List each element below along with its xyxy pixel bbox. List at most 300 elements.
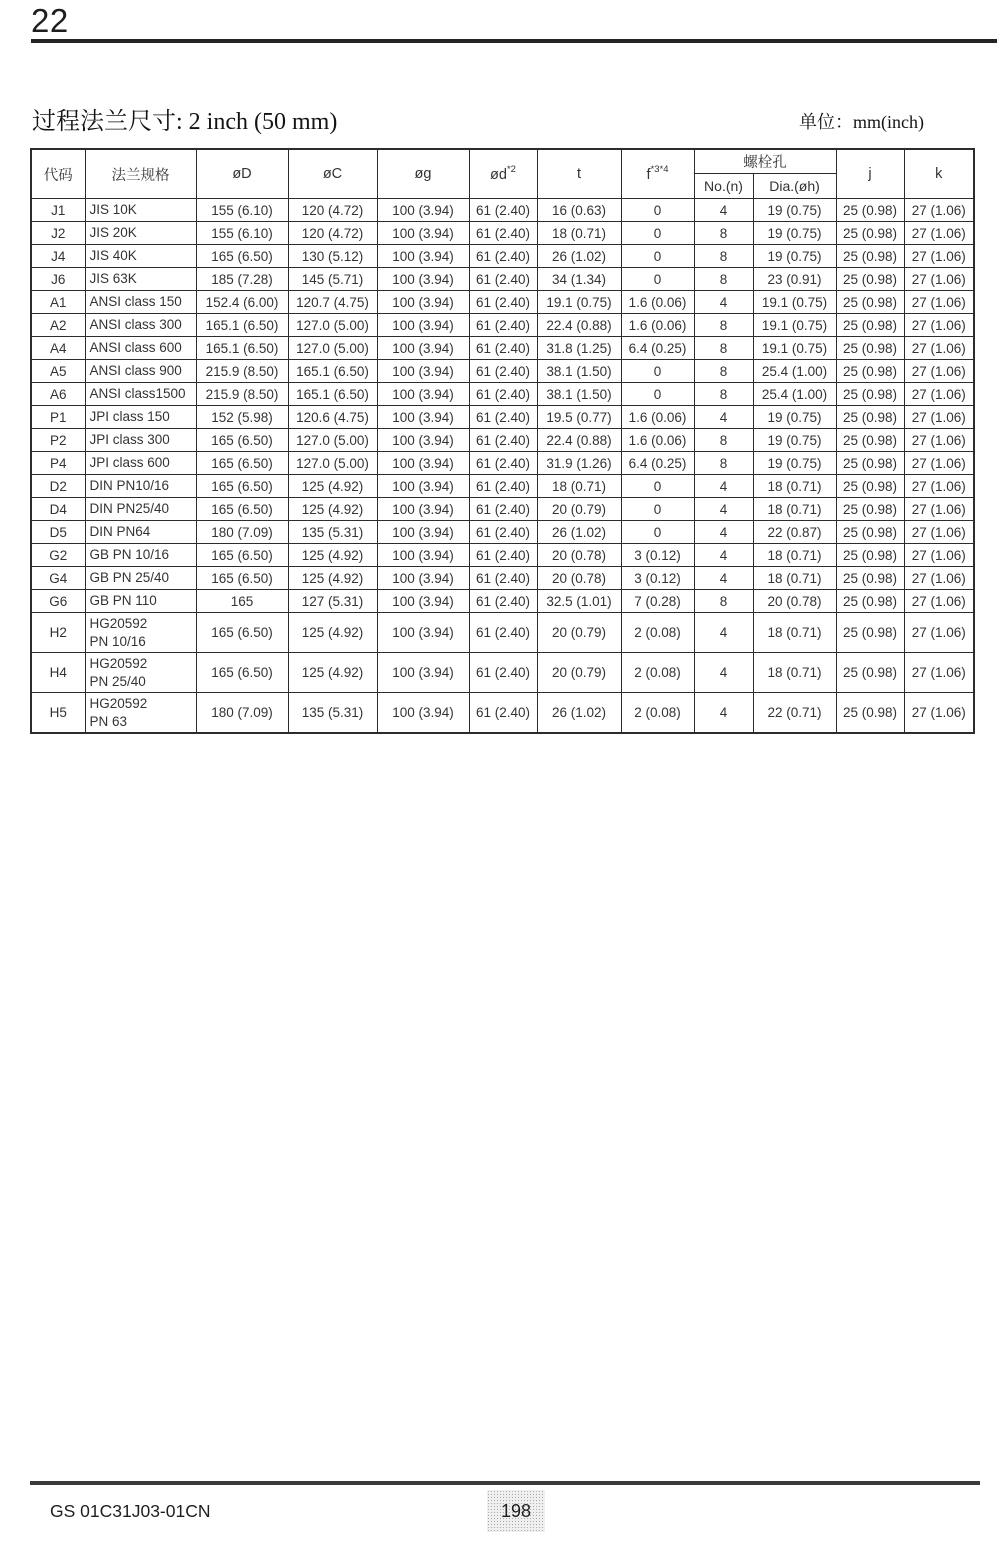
cell-oc: 120 (4.72) (288, 222, 377, 245)
cell-oc: 127.0 (5.00) (288, 452, 377, 475)
cell-bolt-dia: 19.1 (0.75) (753, 291, 836, 314)
cell-bolt-count: 8 (694, 429, 753, 452)
cell-spec (85, 452, 196, 475)
page-number-badge: 198 (487, 1490, 545, 1532)
f-base: f (646, 166, 651, 183)
cell-spec (85, 693, 196, 734)
cell-spec (85, 429, 196, 452)
cell-t: 19.5 (0.77) (537, 406, 621, 429)
cell-k: 27 (1.06) (904, 521, 974, 544)
cell-f: 1.6 (0.06) (621, 291, 694, 314)
col-header-bolt-count: No.(n) (694, 174, 753, 199)
cell-od: 165 (6.50) (196, 452, 288, 475)
cell-j: 25 (0.98) (836, 268, 904, 291)
cell-od2: 61 (2.40) (469, 567, 537, 590)
col-header-od2 (469, 149, 537, 199)
spec-line-1: JPI class 600 (89, 455, 170, 471)
col-header-f (621, 149, 694, 199)
cell-j: 25 (0.98) (836, 245, 904, 268)
cell-bolt-dia: 25.4 (1.00) (753, 360, 836, 383)
cell-bolt-count: 8 (694, 360, 753, 383)
cell-spec (85, 590, 196, 613)
cell-od: 165.1 (6.50) (196, 314, 288, 337)
table-row (31, 475, 974, 498)
cell-code: P2 (31, 429, 85, 452)
cell-oc: 165.1 (6.50) (288, 383, 377, 406)
cell-k: 27 (1.06) (904, 268, 974, 291)
spec-line-1: JPI class 300 (89, 432, 170, 448)
cell-bolt-dia: 19 (0.75) (753, 245, 836, 268)
cell-k: 27 (1.06) (904, 222, 974, 245)
table-row (31, 383, 974, 406)
cell-bolt-dia: 25.4 (1.00) (753, 383, 836, 406)
cell-code: D4 (31, 498, 85, 521)
cell-t: 34 (1.34) (537, 268, 621, 291)
cell-bolt-dia: 22 (0.71) (753, 693, 836, 734)
cell-f: 3 (0.12) (621, 544, 694, 567)
cell-oc: 125 (4.92) (288, 498, 377, 521)
cell-og: 100 (3.94) (377, 222, 469, 245)
cell-oc: 165.1 (6.50) (288, 360, 377, 383)
chapter-rule (31, 39, 997, 43)
col-header-od: øD (196, 149, 288, 199)
cell-spec (85, 613, 196, 653)
cell-bolt-count: 4 (694, 475, 753, 498)
cell-t: 19.1 (0.75) (537, 291, 621, 314)
cell-og: 100 (3.94) (377, 245, 469, 268)
cell-bolt-dia: 23 (0.91) (753, 268, 836, 291)
col-header-bolt-dia: Dia.(øh) (753, 174, 836, 199)
cell-og: 100 (3.94) (377, 337, 469, 360)
cell-oc: 125 (4.92) (288, 653, 377, 693)
cell-od: 165.1 (6.50) (196, 337, 288, 360)
cell-k: 27 (1.06) (904, 544, 974, 567)
cell-f: 0 (621, 199, 694, 222)
spec-line-1: GB PN 110 (89, 593, 157, 609)
cell-od: 165 (6.50) (196, 613, 288, 653)
cell-k: 27 (1.06) (904, 567, 974, 590)
cell-bolt-count: 8 (694, 337, 753, 360)
cell-spec (85, 199, 196, 222)
cell-t: 20 (0.79) (537, 653, 621, 693)
cell-bolt-dia: 18 (0.71) (753, 613, 836, 653)
cell-bolt-count: 4 (694, 199, 753, 222)
cell-code: A4 (31, 337, 85, 360)
cell-bolt-dia: 19 (0.75) (753, 452, 836, 475)
cell-oc: 120.7 (4.75) (288, 291, 377, 314)
cell-j: 25 (0.98) (836, 567, 904, 590)
cell-od2: 61 (2.40) (469, 475, 537, 498)
cell-oc: 130 (5.12) (288, 245, 377, 268)
cell-od: 165 (6.50) (196, 653, 288, 693)
cell-spec (85, 360, 196, 383)
cell-od2: 61 (2.40) (469, 429, 537, 452)
table-row (31, 360, 974, 383)
cell-spec (85, 653, 196, 693)
cell-k: 27 (1.06) (904, 653, 974, 693)
cell-bolt-count: 4 (694, 544, 753, 567)
cell-spec (85, 498, 196, 521)
cell-od: 185 (7.28) (196, 268, 288, 291)
cell-f: 2 (0.08) (621, 693, 694, 734)
spec-line-2: PN 63 (89, 713, 128, 729)
cell-spec (85, 268, 196, 291)
cell-k: 27 (1.06) (904, 613, 974, 653)
cell-og: 100 (3.94) (377, 199, 469, 222)
cell-od2: 61 (2.40) (469, 222, 537, 245)
cell-f: 0 (621, 222, 694, 245)
table-row (31, 544, 974, 567)
cell-og: 100 (3.94) (377, 544, 469, 567)
cell-t: 32.5 (1.01) (537, 590, 621, 613)
table-row (31, 653, 974, 693)
cell-k: 27 (1.06) (904, 199, 974, 222)
cell-bolt-dia: 22 (0.87) (753, 521, 836, 544)
cell-j: 25 (0.98) (836, 383, 904, 406)
cell-bolt-dia: 19 (0.75) (753, 406, 836, 429)
cell-bolt-count: 4 (694, 291, 753, 314)
cell-od: 215.9 (8.50) (196, 383, 288, 406)
cell-od: 165 (6.50) (196, 245, 288, 268)
cell-j: 25 (0.98) (836, 521, 904, 544)
cell-j: 25 (0.98) (836, 613, 904, 653)
table-row (31, 222, 974, 245)
cell-f: 0 (621, 383, 694, 406)
cell-od: 215.9 (8.50) (196, 360, 288, 383)
cell-oc: 125 (4.92) (288, 475, 377, 498)
table-row (31, 199, 974, 222)
cell-od: 165 (6.50) (196, 544, 288, 567)
table-row (31, 567, 974, 590)
cell-od: 165 (6.50) (196, 475, 288, 498)
cell-od: 155 (6.10) (196, 199, 288, 222)
flange-table-body (31, 199, 974, 734)
cell-oc: 145 (5.71) (288, 268, 377, 291)
cell-code: P4 (31, 452, 85, 475)
table-row (31, 406, 974, 429)
cell-bolt-dia: 19 (0.75) (753, 199, 836, 222)
cell-t: 31.8 (1.25) (537, 337, 621, 360)
cell-t: 26 (1.02) (537, 693, 621, 734)
cell-oc: 120.6 (4.75) (288, 406, 377, 429)
cell-t: 20 (0.79) (537, 613, 621, 653)
cell-od2: 61 (2.40) (469, 291, 537, 314)
cell-j: 25 (0.98) (836, 693, 904, 734)
cell-t: 31.9 (1.26) (537, 452, 621, 475)
cell-od: 180 (7.09) (196, 521, 288, 544)
cell-code: A5 (31, 360, 85, 383)
table-row (31, 613, 974, 653)
cell-spec (85, 245, 196, 268)
table-row (31, 337, 974, 360)
cell-code: A1 (31, 291, 85, 314)
cell-f: 6.4 (0.25) (621, 452, 694, 475)
cell-f: 2 (0.08) (621, 653, 694, 693)
cell-od2: 61 (2.40) (469, 383, 537, 406)
cell-od: 165 (6.50) (196, 567, 288, 590)
cell-j: 25 (0.98) (836, 653, 904, 693)
cell-f: 0 (621, 475, 694, 498)
cell-f: 0 (621, 268, 694, 291)
cell-k: 27 (1.06) (904, 291, 974, 314)
f-superscript: *3*4 (650, 164, 669, 176)
cell-og: 100 (3.94) (377, 653, 469, 693)
cell-od: 152.4 (6.00) (196, 291, 288, 314)
spec-line-1: ANSI class 300 (89, 317, 182, 333)
table-row (31, 268, 974, 291)
cell-bolt-dia: 19 (0.75) (753, 222, 836, 245)
cell-spec (85, 291, 196, 314)
cell-bolt-count: 4 (694, 406, 753, 429)
cell-k: 27 (1.06) (904, 498, 974, 521)
od2-superscript: *2 (506, 164, 516, 176)
spec-line-1: JIS 20K (89, 225, 137, 241)
cell-bolt-dia: 19 (0.75) (753, 429, 836, 452)
cell-t: 18 (0.71) (537, 222, 621, 245)
cell-k: 27 (1.06) (904, 360, 974, 383)
cell-f: 3 (0.12) (621, 567, 694, 590)
cell-code: G2 (31, 544, 85, 567)
cell-bolt-count: 4 (694, 521, 753, 544)
cell-spec (85, 475, 196, 498)
cell-code: A2 (31, 314, 85, 337)
cell-code: A6 (31, 383, 85, 406)
cell-t: 22.4 (0.88) (537, 314, 621, 337)
cell-bolt-count: 4 (694, 567, 753, 590)
footer-rule (30, 1481, 980, 1485)
cell-bolt-dia: 18 (0.71) (753, 653, 836, 693)
cell-oc: 127.0 (5.00) (288, 314, 377, 337)
cell-f: 1.6 (0.06) (621, 406, 694, 429)
cell-k: 27 (1.06) (904, 693, 974, 734)
cell-bolt-count: 8 (694, 268, 753, 291)
unit-label: 单位：mm(inch) (799, 112, 924, 132)
col-header-oc: øC (288, 149, 377, 199)
table-row (31, 429, 974, 452)
cell-spec (85, 337, 196, 360)
cell-bolt-count: 4 (694, 653, 753, 693)
cell-bolt-count: 8 (694, 314, 753, 337)
cell-k: 27 (1.06) (904, 452, 974, 475)
cell-k: 27 (1.06) (904, 475, 974, 498)
cell-code: H5 (31, 693, 85, 734)
cell-og: 100 (3.94) (377, 406, 469, 429)
cell-og: 100 (3.94) (377, 429, 469, 452)
cell-t: 16 (0.63) (537, 199, 621, 222)
cell-j: 25 (0.98) (836, 314, 904, 337)
cell-j: 25 (0.98) (836, 590, 904, 613)
cell-od: 165 (196, 590, 288, 613)
cell-od2: 61 (2.40) (469, 613, 537, 653)
spec-line-1: HG20592 (89, 695, 148, 711)
cell-od2: 61 (2.40) (469, 653, 537, 693)
cell-t: 18 (0.71) (537, 475, 621, 498)
cell-j: 25 (0.98) (836, 498, 904, 521)
cell-bolt-dia: 18 (0.71) (753, 567, 836, 590)
cell-spec (85, 314, 196, 337)
cell-oc: 127.0 (5.00) (288, 429, 377, 452)
cell-oc: 120 (4.72) (288, 199, 377, 222)
cell-t: 38.1 (1.50) (537, 360, 621, 383)
cell-spec (85, 383, 196, 406)
cell-spec (85, 406, 196, 429)
cell-j: 25 (0.98) (836, 337, 904, 360)
col-header-t: t (537, 149, 621, 199)
table-row (31, 498, 974, 521)
cell-code: J6 (31, 268, 85, 291)
cell-k: 27 (1.06) (904, 590, 974, 613)
cell-od2: 61 (2.40) (469, 245, 537, 268)
cell-od2: 61 (2.40) (469, 521, 537, 544)
cell-od: 165 (6.50) (196, 498, 288, 521)
table-row (31, 693, 974, 734)
cell-j: 25 (0.98) (836, 199, 904, 222)
cell-k: 27 (1.06) (904, 383, 974, 406)
cell-og: 100 (3.94) (377, 383, 469, 406)
cell-f: 0 (621, 245, 694, 268)
col-header-j: j (836, 149, 904, 199)
cell-bolt-count: 8 (694, 452, 753, 475)
cell-code: J4 (31, 245, 85, 268)
cell-og: 100 (3.94) (377, 567, 469, 590)
cell-od: 180 (7.09) (196, 693, 288, 734)
cell-od2: 61 (2.40) (469, 498, 537, 521)
od2-base: ød (490, 166, 507, 183)
cell-od2: 61 (2.40) (469, 360, 537, 383)
table-row (31, 291, 974, 314)
cell-j: 25 (0.98) (836, 406, 904, 429)
cell-f: 0 (621, 498, 694, 521)
cell-od2: 61 (2.40) (469, 693, 537, 734)
document-code: GS 01C31J03-01CN (50, 1501, 211, 1521)
cell-od2: 61 (2.40) (469, 406, 537, 429)
cell-k: 27 (1.06) (904, 429, 974, 452)
spec-line-1: DIN PN10/16 (89, 478, 170, 494)
cell-oc: 127 (5.31) (288, 590, 377, 613)
cell-spec (85, 544, 196, 567)
cell-og: 100 (3.94) (377, 291, 469, 314)
cell-f: 1.6 (0.06) (621, 314, 694, 337)
cell-od2: 61 (2.40) (469, 314, 537, 337)
cell-code: D5 (31, 521, 85, 544)
cell-bolt-dia: 18 (0.71) (753, 498, 836, 521)
cell-code: H2 (31, 613, 85, 653)
cell-od: 155 (6.10) (196, 222, 288, 245)
cell-t: 26 (1.02) (537, 521, 621, 544)
cell-og: 100 (3.94) (377, 590, 469, 613)
cell-og: 100 (3.94) (377, 268, 469, 291)
cell-od2: 61 (2.40) (469, 337, 537, 360)
cell-f: 6.4 (0.25) (621, 337, 694, 360)
spec-line-1: JPI class 150 (89, 409, 170, 425)
chapter-number: 22 (31, 2, 69, 39)
flange-dimensions-table (30, 148, 975, 734)
cell-od: 165 (6.50) (196, 429, 288, 452)
spec-line-1: JIS 10K (89, 202, 137, 218)
cell-bolt-count: 8 (694, 245, 753, 268)
cell-code: H4 (31, 653, 85, 693)
spec-line-1: ANSI class 600 (89, 340, 182, 356)
cell-f: 7 (0.28) (621, 590, 694, 613)
cell-j: 25 (0.98) (836, 291, 904, 314)
cell-k: 27 (1.06) (904, 337, 974, 360)
cell-f: 0 (621, 360, 694, 383)
cell-spec (85, 521, 196, 544)
col-header-bolt-holes: 螺栓孔 (694, 149, 836, 174)
cell-og: 100 (3.94) (377, 498, 469, 521)
cell-j: 25 (0.98) (836, 222, 904, 245)
table-row (31, 590, 974, 613)
cell-t: 26 (1.02) (537, 245, 621, 268)
cell-bolt-count: 8 (694, 383, 753, 406)
cell-bolt-dia: 19.1 (0.75) (753, 337, 836, 360)
cell-t: 38.1 (1.50) (537, 383, 621, 406)
table-row (31, 245, 974, 268)
cell-og: 100 (3.94) (377, 360, 469, 383)
col-header-og: øg (377, 149, 469, 199)
spec-line-1: ANSI class1500 (89, 386, 186, 402)
cell-k: 27 (1.06) (904, 314, 974, 337)
cell-od: 152 (5.98) (196, 406, 288, 429)
cell-bolt-dia: 19.1 (0.75) (753, 314, 836, 337)
spec-line-1: HG20592 (89, 655, 148, 671)
cell-oc: 125 (4.92) (288, 567, 377, 590)
cell-code: P1 (31, 406, 85, 429)
spec-line-1: DIN PN25/40 (89, 501, 170, 517)
cell-spec (85, 222, 196, 245)
spec-line-1: ANSI class 900 (89, 363, 182, 379)
cell-k: 27 (1.06) (904, 245, 974, 268)
spec-line-2: PN 25/40 (89, 673, 146, 689)
cell-bolt-dia: 20 (0.78) (753, 590, 836, 613)
spec-line-1: HG20592 (89, 615, 148, 631)
cell-bolt-count: 4 (694, 613, 753, 653)
spec-line-1: GB PN 25/40 (89, 570, 170, 586)
cell-bolt-dia: 18 (0.71) (753, 544, 836, 567)
cell-od2: 61 (2.40) (469, 268, 537, 291)
spec-line-2: PN 10/16 (89, 633, 146, 649)
cell-oc: 125 (4.92) (288, 613, 377, 653)
cell-og: 100 (3.94) (377, 693, 469, 734)
cell-bolt-count: 4 (694, 693, 753, 734)
cell-oc: 135 (5.31) (288, 693, 377, 734)
spec-line-1: JIS 40K (89, 248, 137, 264)
cell-spec (85, 567, 196, 590)
cell-j: 25 (0.98) (836, 475, 904, 498)
cell-code: G6 (31, 590, 85, 613)
cell-j: 25 (0.98) (836, 429, 904, 452)
spec-line-1: JIS 63K (89, 271, 137, 287)
cell-oc: 135 (5.31) (288, 521, 377, 544)
cell-f: 1.6 (0.06) (621, 429, 694, 452)
col-header-k: k (904, 149, 974, 199)
cell-oc: 127.0 (5.00) (288, 337, 377, 360)
cell-j: 25 (0.98) (836, 452, 904, 475)
cell-code: J1 (31, 199, 85, 222)
cell-og: 100 (3.94) (377, 314, 469, 337)
cell-code: G4 (31, 567, 85, 590)
cell-od2: 61 (2.40) (469, 199, 537, 222)
cell-t: 20 (0.78) (537, 567, 621, 590)
cell-code: D2 (31, 475, 85, 498)
cell-f: 0 (621, 521, 694, 544)
cell-f: 2 (0.08) (621, 613, 694, 653)
cell-od2: 61 (2.40) (469, 544, 537, 567)
cell-bolt-count: 8 (694, 590, 753, 613)
cell-j: 25 (0.98) (836, 544, 904, 567)
cell-og: 100 (3.94) (377, 613, 469, 653)
table-row (31, 521, 974, 544)
